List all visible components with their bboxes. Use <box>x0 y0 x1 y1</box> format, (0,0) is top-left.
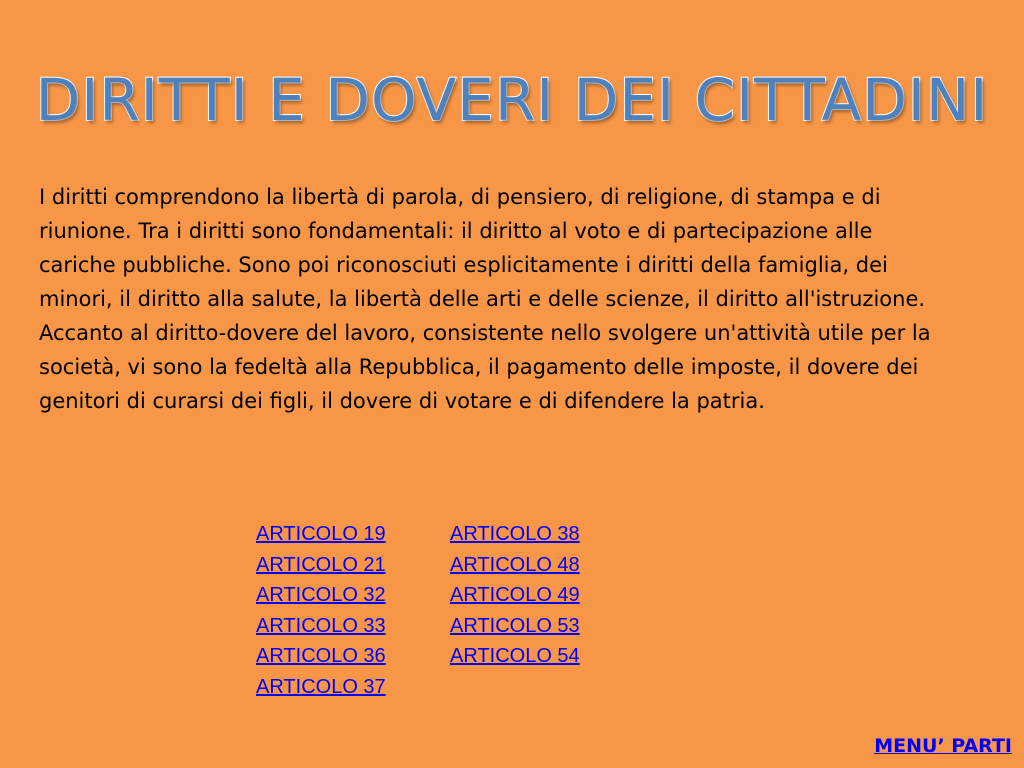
menu-parti-link[interactable]: MENU’ PARTI <box>874 735 1012 757</box>
list-item <box>256 641 386 672</box>
list-item <box>256 611 386 642</box>
article-links-column-1 <box>256 519 386 703</box>
link-articolo-54[interactable]: ARTICOLO 54 <box>450 645 580 668</box>
list-item <box>450 641 580 672</box>
link-articolo-53[interactable]: ARTICOLO 53 <box>450 614 580 637</box>
list-item <box>450 611 580 642</box>
link-articolo-36[interactable]: ARTICOLO 36 <box>256 645 386 668</box>
link-articolo-48[interactable]: ARTICOLO 48 <box>450 553 580 576</box>
link-articolo-32[interactable]: ARTICOLO 32 <box>256 584 386 607</box>
link-articolo-37[interactable]: ARTICOLO 37 <box>256 675 386 698</box>
link-articolo-33[interactable]: ARTICOLO 33 <box>256 614 386 637</box>
list-item <box>256 672 386 703</box>
article-links-column-2 <box>450 519 580 672</box>
body-paragraph: I diritti comprendono la libertà di parola, di pensiero, di religione, di stampa e di riunione. Tra i diritti sono fondamentali: il diritto al voto e di partecipazione alle cariche pubbliche. Sono poi riconosciuti esplicitamente i diritti della famiglia, dei minori, il diritto alla salute, la libertà delle arti e delle scienze, il diritto all'istruzione. Accanto al diritto-dovere del lavoro, consistente nello svolgere un'attività utile per la società, vi sono la fedeltà alla Repubblica, il pagamento delle imposte, il dovere dei genitori di curarsi dei figli, il dovere di votare e di difendere la patria. <box>39 185 931 413</box>
list-item <box>256 580 386 611</box>
list-item <box>256 550 386 581</box>
list-item <box>450 550 580 581</box>
link-articolo-49[interactable]: ARTICOLO 49 <box>450 584 580 607</box>
slide-title: DIRITTI E DOVERI DEI CITTADINI <box>35 66 989 134</box>
link-articolo-38[interactable]: ARTICOLO 38 <box>450 523 580 545</box>
list-item <box>256 519 386 550</box>
list-item <box>450 580 580 611</box>
list-item <box>450 519 580 550</box>
link-articolo-19[interactable]: ARTICOLO 19 <box>256 523 386 545</box>
link-articolo-21[interactable]: ARTICOLO 21 <box>256 553 386 576</box>
